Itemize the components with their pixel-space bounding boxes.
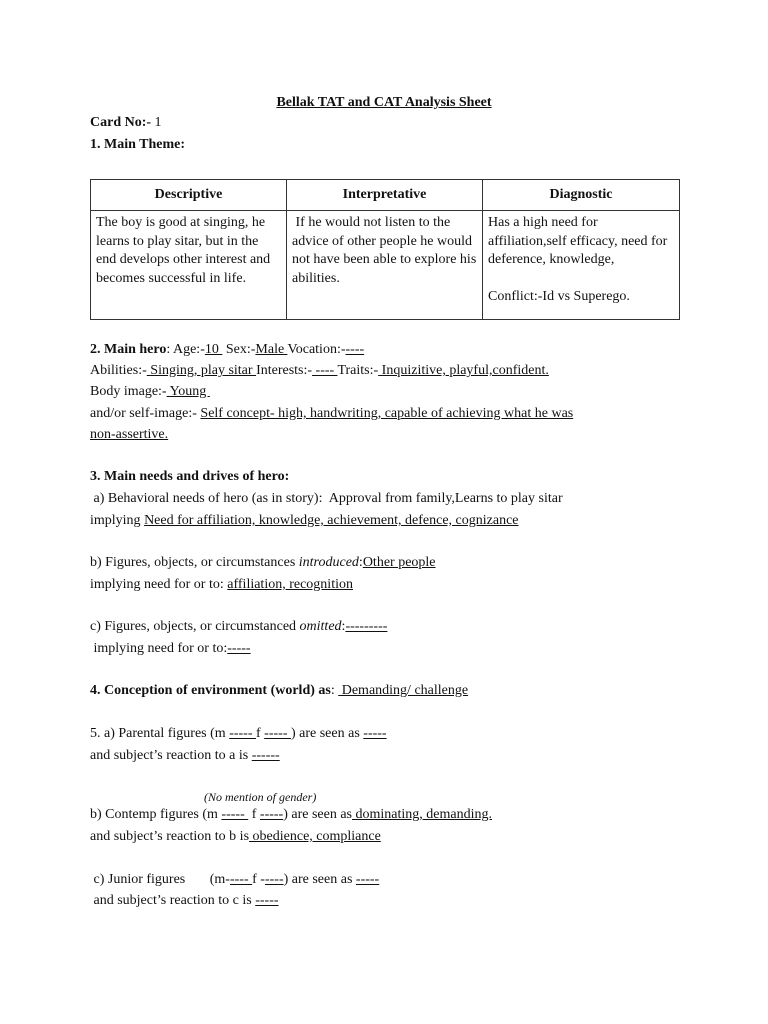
introduced-label: b) Figures, objects, or circumstances [90, 555, 299, 570]
junior-figures-label: c) Junior figures (m- [90, 872, 230, 887]
parental-f-value: ----- [264, 726, 291, 741]
parental-figures-label: 5. a) Parental figures (m [90, 726, 230, 741]
introduced-implying-label: implying need for or to: [90, 577, 228, 592]
traits-value: Inquizitive, playful,confident. [378, 363, 549, 378]
table-row [91, 211, 680, 320]
diagnostic-cell [483, 211, 680, 320]
omitted-implying-line [90, 640, 251, 658]
contemp-f-label: f [248, 807, 260, 822]
descriptive-cell: The boy is good at singing, he learns to play sitar, but in the end develops other interest and becomes successful in life. [91, 211, 287, 320]
interests-label: Interests:- [256, 363, 313, 378]
vocation-value: ---- [345, 342, 365, 357]
main-theme-table [90, 179, 680, 320]
body-image-value: Young [166, 384, 210, 399]
environment-colon: : [330, 683, 339, 698]
environment-heading: 4. Conception of environment (world) as [90, 683, 331, 698]
omitted-em: omitted [299, 619, 342, 634]
abilities-label: Abilities:- [90, 363, 147, 378]
sex-value: Male [255, 342, 288, 357]
abilities-line [90, 362, 549, 380]
parental-f-label: f [256, 726, 265, 741]
contemp-figures-label: b) Contemp figures (m [90, 807, 222, 822]
parental-seen-value: ----- [363, 726, 387, 741]
junior-reaction-value: ----- [255, 893, 279, 908]
behavioral-implying-value: Need for affiliation, knowledge, achievement, defence, cognizance [144, 513, 519, 528]
contemp-m-value: ----- [221, 807, 249, 822]
body-image-label: Body image:- [90, 384, 167, 399]
gender-note: (No mention of gender) [204, 790, 317, 804]
junior-m-value: ---- [229, 872, 253, 887]
introduced-implying-value: affiliation, recognition [227, 577, 353, 592]
contemp-reaction-label: and subject’s reaction to b is [90, 829, 250, 844]
contemp-seen-label: ) are seen as [283, 807, 353, 822]
omitted-implying-value: ----- [227, 641, 251, 656]
junior-figures-line [90, 871, 379, 889]
main-hero-heading: 2. Main hero [90, 342, 167, 357]
contemp-reaction-line [90, 828, 381, 846]
omitted-line [90, 618, 387, 636]
parental-m-value: ----- [229, 726, 256, 741]
conflict-text: Conflict:-Id vs Superego. [488, 288, 630, 304]
parental-reaction-line [90, 747, 280, 765]
column-header-diagnostic: Diagnostic [483, 180, 680, 211]
main-hero-line [90, 341, 364, 359]
self-image-value: Self concept- high, handwriting, capable of achieving what he was [200, 406, 574, 421]
junior-reaction-label: and subject’s reaction to c is [90, 893, 256, 908]
introduced-value: Other people [362, 555, 436, 570]
omitted-implying-label: implying need for or to: [90, 641, 228, 656]
environment-value: Demanding/ challenge [338, 683, 469, 698]
self-image-label: and/or self-image:- [90, 406, 201, 421]
parental-figures-line [90, 725, 387, 743]
behavioral-needs-line: a) Behavioral needs of hero (as in story): Approval from family,Learns to play sitar [90, 491, 563, 506]
omitted-colon: : [341, 619, 346, 634]
needs-heading: 3. Main needs and drives of hero: [90, 469, 290, 484]
card-number [90, 114, 162, 132]
diagnostic-text: Has a high need for affiliation,self efficacy, need for deference, knowledge, [488, 215, 668, 267]
introduced-colon: : [358, 555, 363, 570]
column-header-descriptive: Descriptive [91, 180, 287, 211]
table-header-row [91, 180, 680, 211]
junior-seen-value: ----- [355, 872, 380, 887]
age-value: 10 [204, 342, 223, 357]
card-value: 1 [151, 115, 162, 130]
sheet-title: Bellak TAT and CAT Analysis Sheet [276, 95, 492, 110]
interpretative-cell: If he would not listen to the advice of other people he would not have been able to explore his abilities. [287, 211, 483, 320]
introduced-implying-line [90, 576, 353, 594]
age-label: : Age:- [166, 342, 205, 357]
junior-f-value: ---- [264, 872, 284, 887]
body-image-line [90, 383, 210, 401]
junior-f-label: f - [252, 872, 265, 887]
interests-value: ---- [312, 363, 338, 378]
card-label: Card No:- [90, 115, 152, 130]
junior-seen-label: ) are seen as [283, 872, 356, 887]
parental-reaction-label: and subject’s reaction to a is [90, 748, 252, 763]
introduced-em: introduced [298, 555, 359, 570]
parental-seen-label: ) are seen as [290, 726, 364, 741]
self-image-value-continued: non-assertive. [90, 427, 169, 442]
sex-label: Sex:- [222, 342, 256, 357]
self-image-line [90, 405, 573, 423]
contemp-seen-value: dominating, demanding. [352, 807, 492, 822]
behavioral-implying-line [90, 512, 519, 530]
introduced-line [90, 554, 436, 572]
parental-reaction-value: ------ [251, 748, 280, 763]
omitted-value: --------- [345, 619, 388, 634]
contemp-f-value: ----- [259, 807, 284, 822]
abilities-value: Singing, play sitar [146, 363, 257, 378]
main-theme-heading: 1. Main Theme: [90, 137, 186, 152]
contemp-figures-line [90, 806, 492, 824]
environment-line [90, 682, 468, 700]
column-header-interpretative: Interpretative [287, 180, 483, 211]
contemp-reaction-value: obedience, compliance [249, 829, 381, 844]
junior-reaction-line [90, 892, 279, 910]
omitted-label: c) Figures, objects, or circumstanced [90, 619, 300, 634]
vocation-label: Vocation:- [287, 342, 346, 357]
behavioral-implying-label: implying [90, 513, 145, 528]
traits-label: Traits:- [337, 363, 379, 378]
